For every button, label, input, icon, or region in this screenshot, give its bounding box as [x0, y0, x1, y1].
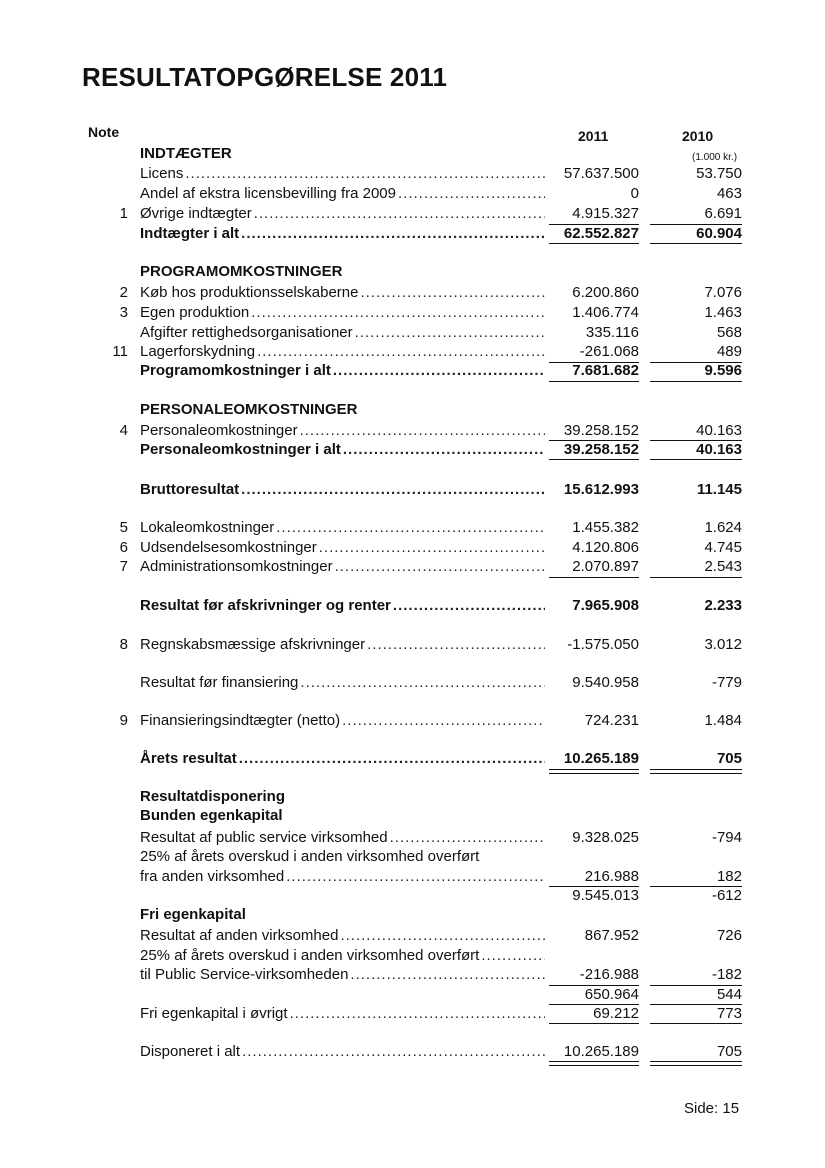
row-label-text: til Public Service-virksomheden: [140, 966, 349, 983]
row-label: [140, 164, 545, 184]
row-label-text: Bunden egenkapital: [140, 807, 283, 824]
row-label: [140, 262, 545, 282]
value-2011: 335.116: [585, 324, 639, 341]
value-2011: 2.070.897: [572, 558, 639, 575]
value-2011: -216.988: [579, 966, 639, 983]
statement-row: [100, 787, 750, 807]
statement-row: [100, 1042, 750, 1062]
statement-row: [100, 711, 750, 731]
value-2010: 489: [716, 343, 742, 360]
value-2011: 10.265.189: [563, 1043, 639, 1060]
note-column-header: Note: [88, 124, 120, 140]
statement-row: [100, 204, 750, 224]
value-2010: 2.543: [704, 558, 742, 575]
row-label-text: Bruttoresultat: [140, 481, 240, 498]
statement-row: [100, 224, 750, 244]
row-label-text: Køb hos produktionsselskaberne: [140, 284, 359, 301]
row-label-text: Afgifter rettighedsorganisationer: [140, 324, 353, 341]
row-note: 1: [119, 205, 128, 222]
row-label: [140, 303, 545, 323]
statement-row: [100, 440, 750, 460]
underline: [650, 1023, 742, 1024]
statement-row: [100, 886, 750, 906]
value-2011: 867.952: [584, 927, 639, 944]
statement-row: [100, 965, 750, 985]
value-2010: 568: [716, 324, 742, 341]
row-note: 7: [119, 558, 128, 575]
underline: [650, 985, 742, 986]
value-2010: 773: [716, 1005, 742, 1022]
statement-row: [100, 144, 750, 164]
row-label-text: Personaleomkostninger: [140, 422, 298, 439]
underline: [650, 440, 742, 441]
value-2011: -261.068: [579, 343, 639, 360]
value-2011: 39.258.152: [563, 422, 639, 439]
row-label-text: Lokaleomkostninger: [140, 519, 275, 536]
value-2011: 1.406.774: [572, 304, 639, 321]
row-label-text: Resultat før finansiering: [140, 674, 299, 691]
statement-row: [100, 946, 750, 966]
value-2011: 7.681.682: [572, 362, 639, 379]
row-label-text: Fri egenkapital i øvrigt: [140, 1005, 288, 1022]
row-label-text: [140, 986, 142, 1003]
row-note: 9: [119, 712, 128, 729]
row-label: [140, 144, 545, 164]
row-label-text: Øvrige indtægter: [140, 205, 252, 222]
value-2010: 4.745: [704, 539, 742, 556]
double-underline: [650, 769, 742, 774]
row-label-text: Disponeret i alt: [140, 1043, 241, 1060]
double-underline: [549, 1061, 639, 1066]
value-2010: 11.145: [696, 481, 742, 498]
value-2010: -182: [711, 966, 742, 983]
underline: [650, 1004, 742, 1005]
value-2010: 2.233: [704, 597, 742, 614]
row-label: [140, 905, 545, 925]
unit-note: (1.000 kr.): [692, 152, 738, 163]
value-2010: 705: [716, 1043, 742, 1060]
value-2010: 40.163: [696, 441, 742, 458]
statement-row: [100, 480, 750, 500]
value-2010: 1.484: [704, 712, 742, 729]
statement-row: [100, 164, 750, 184]
row-label: [140, 1042, 545, 1062]
row-label: [140, 596, 545, 616]
statement-row: [100, 635, 750, 655]
row-label: [140, 965, 545, 985]
statement-row: [100, 867, 750, 887]
value-2011: 216.988: [584, 868, 639, 885]
statement-row: [100, 283, 750, 303]
row-label-text: PROGRAMOMKOSTNINGER: [140, 263, 343, 280]
statement-row: [100, 421, 750, 441]
row-label: [140, 711, 545, 731]
underline: [549, 459, 639, 460]
statement-row: [100, 361, 750, 381]
underline: [549, 886, 639, 887]
double-underline: [650, 1061, 742, 1066]
underline: [549, 985, 639, 986]
statement-row: [100, 1004, 750, 1024]
value-2011: 15.612.993: [563, 481, 639, 498]
underline: [549, 577, 639, 578]
row-label: [140, 749, 545, 769]
row-label: [140, 538, 545, 558]
page-number: Side: 15: [684, 1100, 740, 1117]
row-label: [140, 847, 545, 867]
page-title: RESULTATOPGØRELSE 2011: [82, 62, 448, 92]
value-2011: 57.637.500: [563, 165, 639, 182]
value-2010: 53.750: [696, 165, 742, 182]
value-2011: 39.258.152: [563, 441, 639, 458]
underline: [650, 224, 742, 225]
value-2010: -779: [711, 674, 742, 691]
row-label-text: 25% af årets overskud i anden virksomhed overført: [140, 848, 480, 865]
row-label: [140, 518, 545, 538]
statement-row: [100, 905, 750, 925]
statement-row: [100, 303, 750, 323]
row-label: [140, 867, 545, 887]
underline: [549, 440, 639, 441]
value-2011: 9.328.025: [572, 829, 639, 846]
row-label: [140, 828, 545, 848]
value-2011: 9.545.013: [572, 887, 639, 904]
value-2010: 1.624: [704, 519, 742, 536]
statement-row: [100, 806, 750, 826]
row-label-text: Andel af ekstra licensbevilling fra 2009: [140, 185, 396, 202]
row-label-text: Egen produktion: [140, 304, 250, 321]
row-label: [140, 480, 545, 500]
statement-row: [100, 749, 750, 769]
underline: [650, 577, 742, 578]
row-label-text: Lagerforskydning: [140, 343, 256, 360]
value-2011: -1.575.050: [567, 636, 639, 653]
underline: [650, 362, 742, 363]
underline: [549, 224, 639, 225]
row-label: [140, 1004, 545, 1024]
value-2011: 4.915.327: [572, 205, 639, 222]
statement-row: [100, 847, 750, 867]
row-label-text: Resultat af public service virksomhed: [140, 829, 388, 846]
row-label: [140, 440, 545, 460]
value-2011: 7.965.908: [572, 597, 639, 614]
year-2010-column-header: 2010: [682, 128, 714, 144]
statement-row: [100, 596, 750, 616]
value-2010: 705: [716, 750, 742, 767]
double-underline: [549, 769, 639, 774]
row-label: [140, 946, 545, 966]
underline: [549, 1023, 639, 1024]
statement-row: [100, 323, 750, 343]
statement-row: [100, 557, 750, 577]
statement-row: [100, 926, 750, 946]
row-label-text: 25% af årets overskud i anden virksomhed overført: [140, 947, 480, 964]
row-label: [140, 985, 545, 1005]
row-label: [140, 926, 545, 946]
year-2011-column-header: 2011: [578, 128, 609, 144]
value-2010: 726: [716, 927, 742, 944]
row-label-text: PERSONALEOMKOSTNINGER: [140, 401, 358, 418]
row-label-text: INDTÆGTER: [140, 145, 232, 162]
row-label-text: Indtægter i alt: [140, 225, 240, 242]
row-label-text: Udsendelsesomkostninger: [140, 539, 317, 556]
value-2011: 69.212: [593, 1005, 639, 1022]
value-2010: 9.596: [704, 362, 742, 379]
statement-row: [100, 828, 750, 848]
underline: [650, 886, 742, 887]
statement-row: [100, 538, 750, 558]
statement-row: [100, 342, 750, 362]
underline: [650, 243, 742, 244]
underline: [549, 1004, 639, 1005]
row-label: [140, 421, 545, 441]
row-label: [140, 673, 545, 693]
row-note: 5: [119, 519, 128, 536]
row-label: [140, 323, 545, 343]
underline: [650, 381, 742, 382]
value-2011: 1.455.382: [572, 519, 639, 536]
row-label-text: Regnskabsmæssige afskrivninger: [140, 636, 366, 653]
row-note: 2: [119, 284, 128, 301]
value-2010: 1.463: [704, 304, 742, 321]
row-label: [140, 400, 545, 420]
row-label: [140, 204, 545, 224]
value-2010: 463: [716, 185, 742, 202]
row-label: [140, 635, 545, 655]
statement-row: [100, 985, 750, 1005]
value-2010: 182: [716, 868, 742, 885]
row-label: [140, 787, 545, 807]
value-2010: 60.904: [696, 225, 742, 242]
underline: [549, 243, 639, 244]
row-label: [140, 361, 545, 381]
value-2010: 3.012: [704, 636, 742, 653]
value-2011: 650.964: [584, 986, 639, 1003]
row-label: [140, 342, 545, 362]
value-2011: 62.552.827: [563, 225, 639, 242]
value-2011: 10.265.189: [563, 750, 639, 767]
row-label-text: Finansieringsindtægter (netto): [140, 712, 341, 729]
row-note: 4: [119, 422, 128, 439]
value-2010: 7.076: [704, 284, 742, 301]
row-label-text: Årets resultat: [140, 750, 237, 767]
row-label-text: Administrationsomkostninger: [140, 558, 333, 575]
statement-row: [100, 400, 750, 420]
row-label-text: Resultatdisponering: [140, 788, 286, 805]
underline: [650, 459, 742, 460]
value-2010: 544: [716, 986, 742, 1003]
row-label-text: Resultat af anden virksomhed: [140, 927, 339, 944]
row-label-text: [140, 887, 142, 904]
value-2010: -612: [711, 887, 742, 904]
underline: [549, 381, 639, 382]
row-label-text: Programomkostninger i alt: [140, 362, 331, 379]
value-2010: 40.163: [696, 422, 742, 439]
row-label-text: Resultat før afskrivninger og renter: [140, 597, 391, 614]
value-2011: 6.200.860: [572, 284, 639, 301]
value-2011: 4.120.806: [572, 539, 639, 556]
value-2011: 9.540.958: [572, 674, 639, 691]
statement-row: [100, 262, 750, 282]
value-2011: 0: [630, 185, 639, 202]
row-label: [140, 224, 545, 244]
value-2010: 6.691: [704, 205, 742, 222]
row-label: [140, 886, 545, 906]
value-2010: -794: [711, 829, 742, 846]
statement-row: [100, 184, 750, 204]
row-note: 11: [112, 343, 128, 360]
row-label-text: Personaleomkostninger i alt: [140, 441, 341, 458]
statement-row: [100, 518, 750, 538]
underline: [549, 362, 639, 363]
row-note: 6: [119, 539, 128, 556]
row-label: [140, 283, 545, 303]
row-note: 8: [119, 636, 128, 653]
row-label: [140, 557, 545, 577]
row-label: [140, 184, 545, 204]
value-2011: 724.231: [584, 712, 639, 729]
row-label-text: fra anden virksomhed: [140, 868, 285, 885]
row-note: 3: [119, 304, 128, 321]
row-label: [140, 806, 545, 826]
row-label-text: Licens: [140, 165, 184, 182]
statement-row: [100, 673, 750, 693]
row-label-text: Fri egenkapital: [140, 906, 246, 923]
